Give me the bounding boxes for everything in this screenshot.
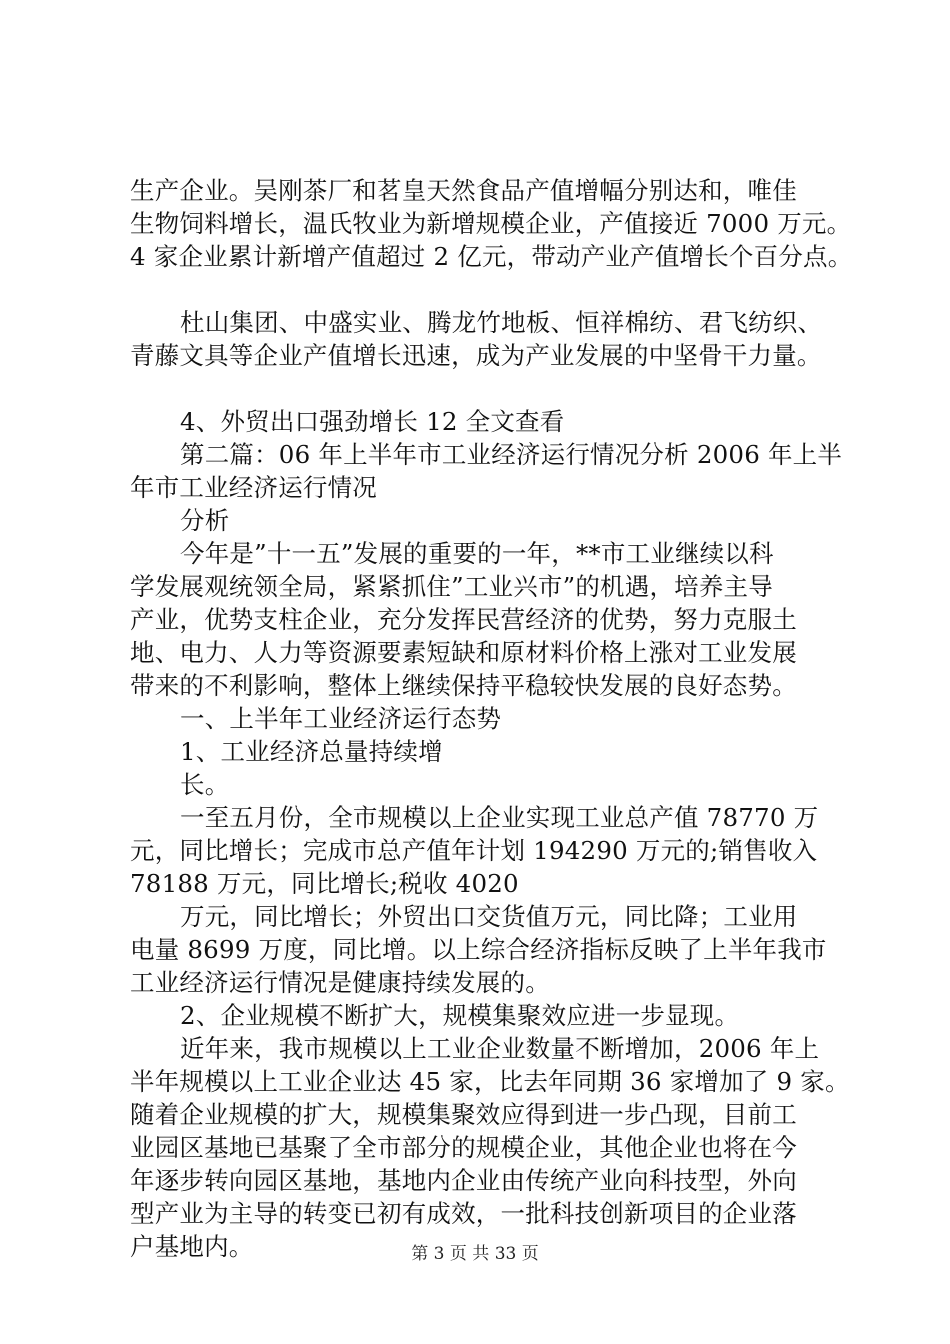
- paragraph-gap: [130, 372, 850, 405]
- text-line: 生物饲料增长，温氏牧业为新增规模企业，产值接近 7000 万元。: [130, 209, 852, 238]
- text-line: 元，同比增长；完成市总产值年计划 194290 万元的;销售收入: [130, 836, 818, 865]
- analysis-heading: 分析: [180, 506, 230, 535]
- text-line: 电量 8699 万度，同比增。以上综合经济指标反映了上半年我市: [130, 935, 827, 964]
- text-line: 带来的不利影响，整体上继续保持平稳较快发展的良好态势。: [130, 671, 797, 700]
- text-line: 万元，同比增长；外贸出口交货值万元，同比降；工业用: [180, 902, 798, 931]
- text-line: 工业经济运行情况是健康持续发展的。: [130, 968, 550, 997]
- text-line: 第二篇：06 年上半年市工业经济运行情况分析 2006 年上半: [180, 440, 843, 469]
- subheading-2: 2、企业规模不断扩大，规模集聚效应进一步显现。: [180, 1001, 740, 1030]
- text-line: 学发展观统领全局，紧紧抓住”工业兴市”的机遇，培养主导: [130, 572, 773, 601]
- paragraph-2: [130, 306, 850, 372]
- text-line: 78188 万元，同比增长;税收 4020: [130, 869, 519, 898]
- text-line: 青藤文具等企业产值增长迅速，成为产业发展的中坚骨干力量。: [130, 341, 822, 370]
- text-line: 型产业为主导的转变已初有成效，一批科技创新项目的企业落: [130, 1199, 797, 1228]
- text-line: 4 家企业累计新增产值超过 2 亿元，带动产业产值增长个百分点。: [130, 242, 853, 271]
- page-footer: 第 3 页 共 33 页: [411, 1244, 539, 1264]
- stats-paragraph: [130, 801, 850, 900]
- intro-paragraph: [130, 537, 850, 702]
- text-line: 杜山集团、中盛实业、腾龙竹地板、恒祥棉纺、君飞纺织、: [180, 308, 823, 337]
- text-line: 户基地内。: [130, 1232, 254, 1261]
- text-line: 近年来，我市规模以上工业企业数量不断增加，2006 年上: [180, 1034, 820, 1063]
- document-body: [130, 174, 853, 1263]
- subheading-1: 1、工业经济总量持续增: [180, 737, 443, 766]
- section-heading-4: 4、外贸出口强劲增长 12 全文查看: [180, 407, 565, 436]
- text-line: 年市工业经济运行情况: [130, 473, 377, 502]
- scale-paragraph: [130, 1032, 850, 1263]
- text-line: 今年是”十一五”发展的重要的一年，**市工业继续以科: [180, 539, 774, 568]
- paragraph-gap: [130, 273, 850, 306]
- subheading-1-continued: 长。: [180, 770, 230, 799]
- text-line: 业园区基地已基聚了全市部分的规模企业，其他企业也将在今: [130, 1133, 797, 1162]
- stats-paragraph-continued: [130, 900, 850, 999]
- part-two-title: [130, 438, 850, 504]
- text-line: 一至五月份，全市规模以上企业实现工业总产值 78770 万: [180, 803, 819, 832]
- paragraph-1: [130, 174, 853, 273]
- text-line: 年逐步转向园区基地，基地内企业由传统产业向科技型，外向: [130, 1166, 797, 1195]
- text-line: 半年规模以上工业企业达 45 家，比去年同期 36 家增加了 9 家。: [130, 1067, 850, 1096]
- section-heading-1: 一、上半年工业经济运行态势: [180, 704, 502, 733]
- text-line: 生产企业。吴刚茶厂和茗皇天然食品产值增幅分别达和，唯佳: [130, 176, 797, 205]
- text-line: 随着企业规模的扩大，规模集聚效应得到进一步凸现，目前工: [130, 1100, 797, 1129]
- text-line: 产业，优势支柱企业，充分发挥民营经济的优势，努力克服土: [130, 605, 797, 634]
- text-line: 地、电力、人力等资源要素短缺和原材料价格上涨对工业发展: [130, 638, 797, 667]
